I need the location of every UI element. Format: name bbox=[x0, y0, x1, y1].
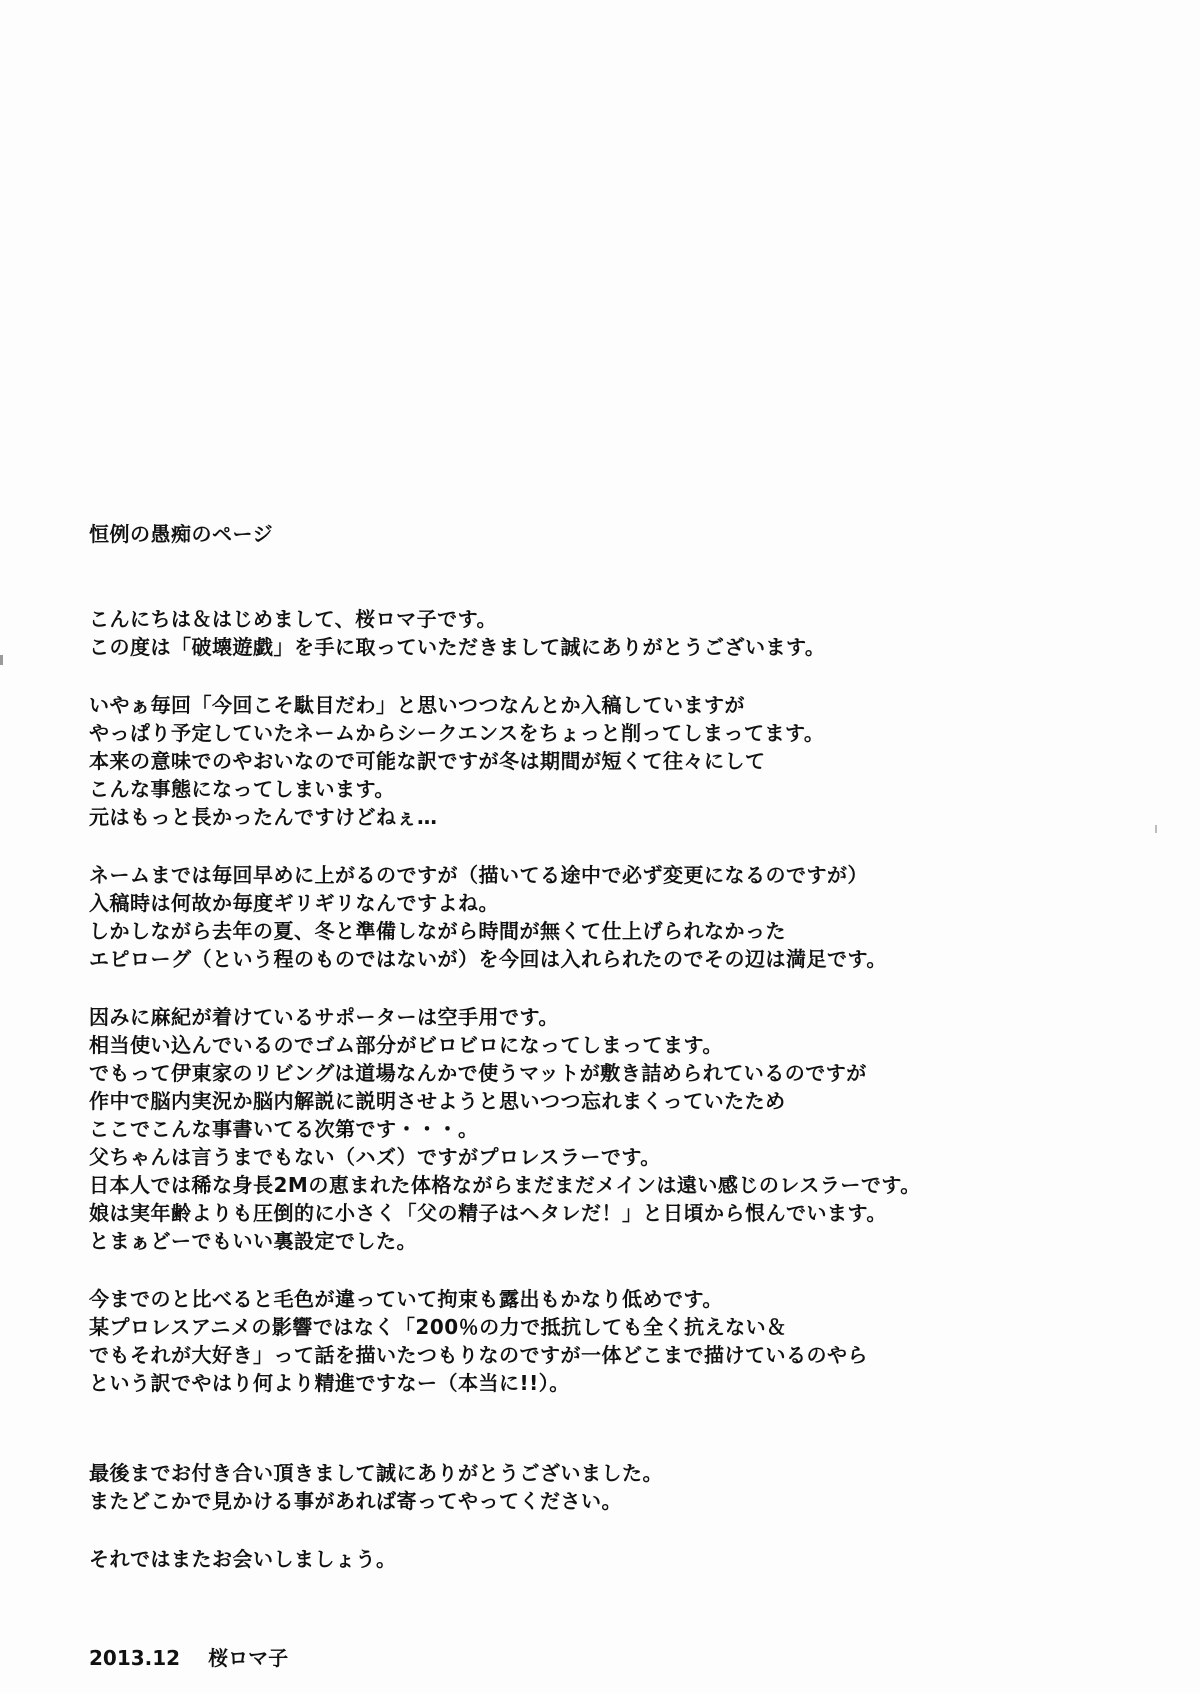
text-line: しかしながら去年の夏、冬と準備しながら時間が無くて仕上げられなかった bbox=[89, 919, 786, 943]
text-line: 日本人では稀な身長2Mの恵まれた体格ながらまだまだメインは遠い感じのレスラーです。 bbox=[89, 1173, 921, 1197]
footer-date: 2013.12 bbox=[89, 1646, 181, 1670]
text-line: こんな事態になってしまいます。 bbox=[89, 777, 395, 801]
text-line: でもそれが大好き」って話を描いたつもりなのですが一体どこまで描けているのやら bbox=[89, 1343, 868, 1367]
footer-author: 桜ロマ子 bbox=[208, 1646, 289, 1670]
signature-footer bbox=[89, 1644, 288, 1672]
text-line: でもって伊東家のリビングは道場なんかで使うマットが敷き詰められているのですが bbox=[89, 1061, 867, 1085]
text-line: 相当使い込んでいるのでゴム部分がビロビロになってしまってます。 bbox=[89, 1033, 723, 1057]
paragraph-greeting bbox=[89, 605, 1149, 661]
text-line: それではまたお会いしましょう。 bbox=[89, 1547, 397, 1571]
text-line: 父ちゃんは言うまでもない（ハズ）ですがプロレスラーです。 bbox=[89, 1145, 661, 1169]
text-line: こんにちは＆はじめまして、桜ロマ子です。 bbox=[89, 607, 497, 631]
text-line: やっぱり予定していたネームからシークエンスをちょっと削ってしまってます。 bbox=[89, 721, 825, 745]
text-line: いやぁ毎回「今回こそ駄目だわ」と思いつつなんとか入稿していますが bbox=[89, 693, 745, 717]
text-line: エピローグ（という程のものではないが）を今回は入れられたのでその辺は満足です。 bbox=[89, 947, 887, 971]
text-line: 因みに麻紀が着けているサポーターは空手用です。 bbox=[89, 1005, 559, 1029]
text-line: 元はもっと長かったんですけどねぇ… bbox=[89, 805, 438, 829]
text-line: この度は「破壊遊戯」を手に取っていただきまして誠にありがとうございます。 bbox=[89, 635, 826, 659]
text-line: 入稿時は何故か毎度ギリギリなんですよね。 bbox=[89, 891, 499, 915]
paragraph-setting-notes bbox=[89, 1003, 1149, 1255]
scan-speck-left bbox=[0, 655, 3, 665]
scan-speck-right bbox=[1155, 825, 1157, 833]
text-line: 最後までお付き合い頂きまして誠にありがとうございました。 bbox=[89, 1461, 663, 1485]
text-line: 娘は実年齢よりも圧倒的に小さく「父の精子はヘタレだ！」と日頃から恨んでいます。 bbox=[89, 1201, 887, 1225]
text-line: 今までのと比べると毛色が違っていて拘束も露出もかなり低めです。 bbox=[89, 1287, 723, 1311]
text-line: ネームまでは毎回早めに上がるのですが（描いてる途中で必ず変更になるのですが） bbox=[89, 863, 868, 887]
text-line: とまぁどーでもいい裏設定でした。 bbox=[89, 1229, 417, 1253]
paragraph-name-stage bbox=[89, 861, 1149, 973]
page-heading: 恒例の愚痴のページ bbox=[89, 522, 274, 546]
text-line: という訳でやはり何より精進ですなー（本当に!!）。 bbox=[89, 1371, 570, 1395]
paragraph-farewell bbox=[89, 1545, 1149, 1573]
afterword-body bbox=[89, 520, 1149, 1603]
paragraph-deadline bbox=[89, 691, 1149, 831]
paragraph-theme bbox=[89, 1285, 1149, 1397]
text-line: 本来の意味でのやおいなので可能な訳ですが冬は期間が短くて往々にして bbox=[89, 749, 766, 773]
paragraph-thanks bbox=[89, 1459, 1149, 1515]
text-line: ここでこんな事書いてる次第です・・・。 bbox=[89, 1117, 479, 1141]
text-line: またどこかで見かける事があれば寄ってやってください。 bbox=[89, 1489, 622, 1513]
text-line: 某プロレスアニメの影響ではなく「200％の力で抵抗しても全く抗えない＆ bbox=[89, 1315, 787, 1339]
text-line: 作中で脳内実況か脳内解説に説明させようと思いつつ忘れまくっていたため bbox=[89, 1089, 786, 1113]
